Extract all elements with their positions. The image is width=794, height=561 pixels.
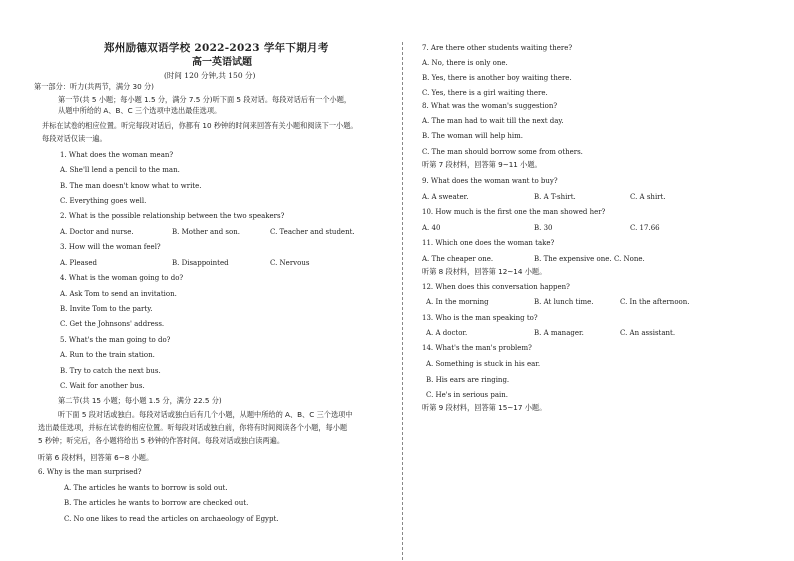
question-4: 4. What is the woman going to do? <box>60 274 184 282</box>
material-6-heading: 听第 6 段材料，回答第 6~8 小题。 <box>38 453 154 462</box>
question-6: 6. Why is the man surprised? <box>38 468 142 476</box>
q14-option-b[interactable]: B. His ears are ringing. <box>426 376 510 384</box>
question-7: 7. Are there other students waiting there? <box>422 44 573 52</box>
q4-option-b[interactable]: B. Invite Tom to the party. <box>60 305 153 313</box>
part1-heading: 第一部分：听力(共两节，满分 30 分) <box>34 82 154 91</box>
q2-option-b[interactable]: B. Mother and son. <box>172 228 240 236</box>
question-2: 2. What is the possible relationship between the two speakers? <box>60 212 285 220</box>
section1-instruction-2: 从题中所给的 A、B、C 三个选项中选出最佳选项。 <box>58 106 222 115</box>
exam-time: (时间 120 分钟,共 150 分) <box>164 71 256 80</box>
q14-option-c[interactable]: C. He's in serious pain. <box>426 391 509 399</box>
exam-title: 郑州励德双语学校 2022-2023 学年下期月考 <box>104 42 329 54</box>
q10-option-b[interactable]: B. 30 <box>534 224 553 232</box>
q9-option-c[interactable]: C. A shirt. <box>630 193 666 201</box>
q11-option-b[interactable]: B. The expensive one. <box>534 255 612 263</box>
q10-option-c[interactable]: C. 17.66 <box>630 224 660 232</box>
q12-option-a[interactable]: A. In the morning <box>426 298 489 306</box>
q5-option-a[interactable]: A. Run to the train station. <box>60 351 155 359</box>
q8-option-c[interactable]: C. The man should borrow some from others. <box>422 148 583 156</box>
q13-option-c[interactable]: C. An assistant. <box>620 329 676 337</box>
section1-instruction-3: 并标在试卷的相应位置。听完每段对话后，你都有 10 秒钟的时间来回答有关小题和阅读下一小题。 <box>42 121 358 130</box>
material-7-heading: 听第 7 段材料，回答第 9~11 小题。 <box>422 160 542 169</box>
material-9-heading: 听第 9 段材料，回答第 15~17 小题。 <box>422 403 547 412</box>
section1-instruction-1: 第一节(共 5 小题；每小题 1.5 分，满分 7.5 分)听下面 5 段对话。每段对话后有一个小题， <box>58 95 352 104</box>
section2-instruction-1: 听下面 5 段对话或独白。每段对话或独白后有几个小题，从题中所给的 A、B、C 三个选项中 <box>58 410 353 419</box>
exam-subtitle: 高一英语试题 <box>192 57 252 68</box>
question-11: 11. Which one does the woman take? <box>422 239 555 247</box>
section2-heading: 第二节(共 15 小题；每小题 1.5 分，满分 22.5 分) <box>58 396 222 405</box>
q2-option-a[interactable]: A. Doctor and nurse. <box>60 228 134 236</box>
q13-option-a[interactable]: A. A doctor. <box>426 329 468 337</box>
q12-option-b[interactable]: B. At lunch time. <box>534 298 594 306</box>
q6-option-b[interactable]: B. The articles he wants to borrow are checked out. <box>64 499 249 507</box>
q7-option-a[interactable]: A. No, there is only one. <box>422 59 508 67</box>
q11-option-c[interactable]: C. None. <box>614 255 645 263</box>
q8-option-a[interactable]: A. The man had to wait till the next day. <box>422 117 564 125</box>
q14-option-a[interactable]: A. Something is stuck in his ear. <box>426 360 541 368</box>
q5-option-b[interactable]: B. Try to catch the next bus. <box>60 367 161 375</box>
question-1: 1. What does the woman mean? <box>60 151 174 159</box>
q3-option-b[interactable]: B. Disappointed <box>172 259 229 267</box>
q6-option-c[interactable]: C. No one likes to read the articles on archaeology of Egypt. <box>64 515 279 523</box>
question-3: 3. How will the woman feel? <box>60 243 161 251</box>
question-5: 5. What's the man going to do? <box>60 336 171 344</box>
q1-option-c[interactable]: C. Everything goes well. <box>60 197 147 205</box>
q5-option-c[interactable]: C. Wait for another bus. <box>60 382 145 390</box>
q3-option-c[interactable]: C. Nervous <box>270 259 310 267</box>
section2-instruction-2: 选出最佳选项，并标在试卷的相应位置。听每段对话或独白前，你将有时间阅读各个小题，每小题 <box>38 423 348 432</box>
q10-option-a[interactable]: A. 40 <box>422 224 441 232</box>
material-8-heading: 听第 8 段材料，回答第 12~14 小题。 <box>422 267 547 276</box>
column-divider <box>402 42 403 560</box>
question-10: 10. How much is the first one the man showed her? <box>422 208 606 216</box>
question-12: 12. When does this conversation happen? <box>422 283 570 291</box>
q7-option-b[interactable]: B. Yes, there is another boy waiting there. <box>422 74 572 82</box>
q13-option-b[interactable]: B. A manager. <box>534 329 584 337</box>
question-14: 14. What's the man's problem? <box>422 344 532 352</box>
q7-option-c[interactable]: C. Yes, there is a girl waiting there. <box>422 89 548 97</box>
section2-instruction-3: 5 秒钟；听完后，各小题将给出 5 秒钟的作答时间。每段对话或独白读两遍。 <box>38 436 285 445</box>
question-9: 9. What does the woman want to buy? <box>422 177 558 185</box>
q1-option-b[interactable]: B. The man doesn't know what to write. <box>60 182 202 190</box>
q4-option-c[interactable]: C. Get the Johnsons' address. <box>60 320 165 328</box>
q2-option-c[interactable]: C. Teacher and student. <box>270 228 355 236</box>
q11-option-a[interactable]: A. The cheaper one. <box>422 255 494 263</box>
q9-option-a[interactable]: A. A sweater. <box>422 193 469 201</box>
q1-option-a[interactable]: A. She'll lend a pencil to the man. <box>60 166 180 174</box>
q12-option-c[interactable]: C. In the afternoon. <box>620 298 690 306</box>
q6-option-a[interactable]: A. The articles he wants to borrow is sold out. <box>64 484 228 492</box>
q8-option-b[interactable]: B. The woman will help him. <box>422 132 524 140</box>
question-13: 13. Who is the man speaking to? <box>422 314 538 322</box>
q4-option-a[interactable]: A. Ask Tom to send an invitation. <box>60 290 177 298</box>
question-8: 8. What was the woman's suggestion? <box>422 102 558 110</box>
section1-instruction-4: 每段对话仅读一遍。 <box>42 134 107 143</box>
q3-option-a[interactable]: A. Pleased <box>60 259 97 267</box>
q9-option-b[interactable]: B. A T-shirt. <box>534 193 576 201</box>
